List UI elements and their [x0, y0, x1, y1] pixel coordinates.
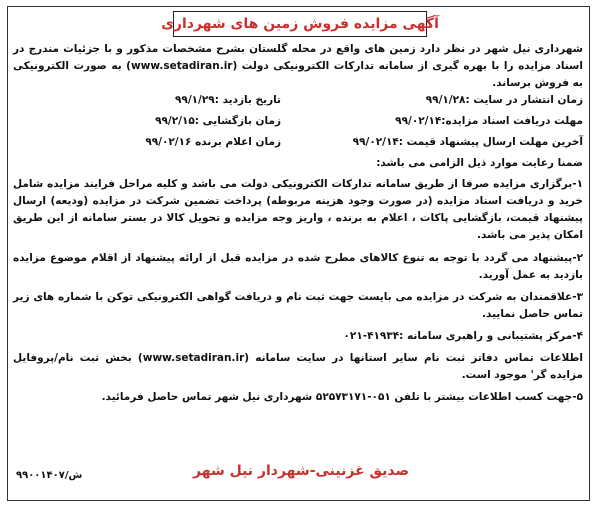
opening-date: زمان بازگشایی :۹۹/۲/۱۵ — [155, 115, 281, 127]
condition-item-4: ۴-مرکز پشتیبانی و راهبری سامانه :۴۱۹۳۴-۰۲۱ — [343, 330, 583, 342]
publish-date: زمان انتشار در سایت :۹۹/۱/۲۸ — [425, 94, 583, 106]
footer-code: ۹۹۰۰۱۴۰۷/ش — [16, 470, 83, 481]
signature: صدیق غزنینی-شهردار نیل شهر — [193, 463, 409, 479]
bid-deadline: آخرین مهلت ارسال پیشنهاد قیمت :۹۹/۰۲/۱۴ — [352, 136, 583, 148]
condition-item-3: ۳-علاقمندان به شرکت در مزایده می بایست جهت ثبت نام و دریافت گواهی الکترونیکی توکن با شماره های زیر تماس حاصل نمایید. — [13, 291, 583, 320]
intro-paragraph: شهرداری نیل شهر در نظر دارد زمین های واقع در محله گلستان بشرح مشخصات مذکور و با جزئیات مندرج در اسناد مزایده را با بهره گیری از سامانه تدارکات الکترونیکی دولت (www.setadiran.ir) به صورت الکترونیکی به فروش برساند. — [13, 43, 583, 89]
title-box — [161, 11, 439, 37]
advertisement-frame — [7, 6, 590, 501]
conditions-heading: ضمنا رعایت موارد ذیل الزامی می باشد: — [376, 157, 583, 169]
doc-deadline: مهلت دریافت اسناد مزایده:۹۹/۰۲/۱۴ — [395, 115, 583, 127]
condition-item-2: ۲-پیشنهاد می گردد با توجه به تنوع کالاهای مطرح شده در مزایده قبل از ارائه پیشنهاد از اقلام موضوع مزایده بازدید به عمل آورید. — [13, 252, 583, 281]
winner-date: زمان اعلام برنده ۹۹/۰۲/۱۶ — [145, 136, 281, 148]
ad-title: آگهی مزایده فروش زمین های شهرداری — [161, 16, 439, 32]
condition-item-4-note: اطلاعات تماس دفاتر ثبت نام سایر استانها در سایت سامانه (www.setadiran.ir) بخش ثبت نام/پروفایل مزایده گر' موجود است. — [13, 352, 584, 381]
condition-item-1: ۱-برگزاری مزایده صرفا از طریق سامانه تدارکات الکترونیکی دولت می باشد و کلیه مراحل فرایند مزایده شامل خرید و دریافت اسناد مزایده (در صورت وجود هزینه مربوطه) پرداخت تضمین شرکت در مزایده (ودیعه) ارسال پیشنهاد قیمت، بازگشایی پاکات ، اعلام به برنده ، واریز وجه مزایده و تحویل کالا در بستر سامانه از این طریق امکان پذیر می باشد. — [13, 178, 583, 241]
visit-date: تاریخ بازدید :۹۹/۱/۲۹ — [175, 94, 281, 106]
condition-item-5: ۵-جهت کسب اطلاعات بیشتر با تلفن ۰۵۱-۵۲۵۷۳۱۷۱ شهرداری نیل شهر تماس حاصل فرمائید. — [101, 391, 583, 403]
